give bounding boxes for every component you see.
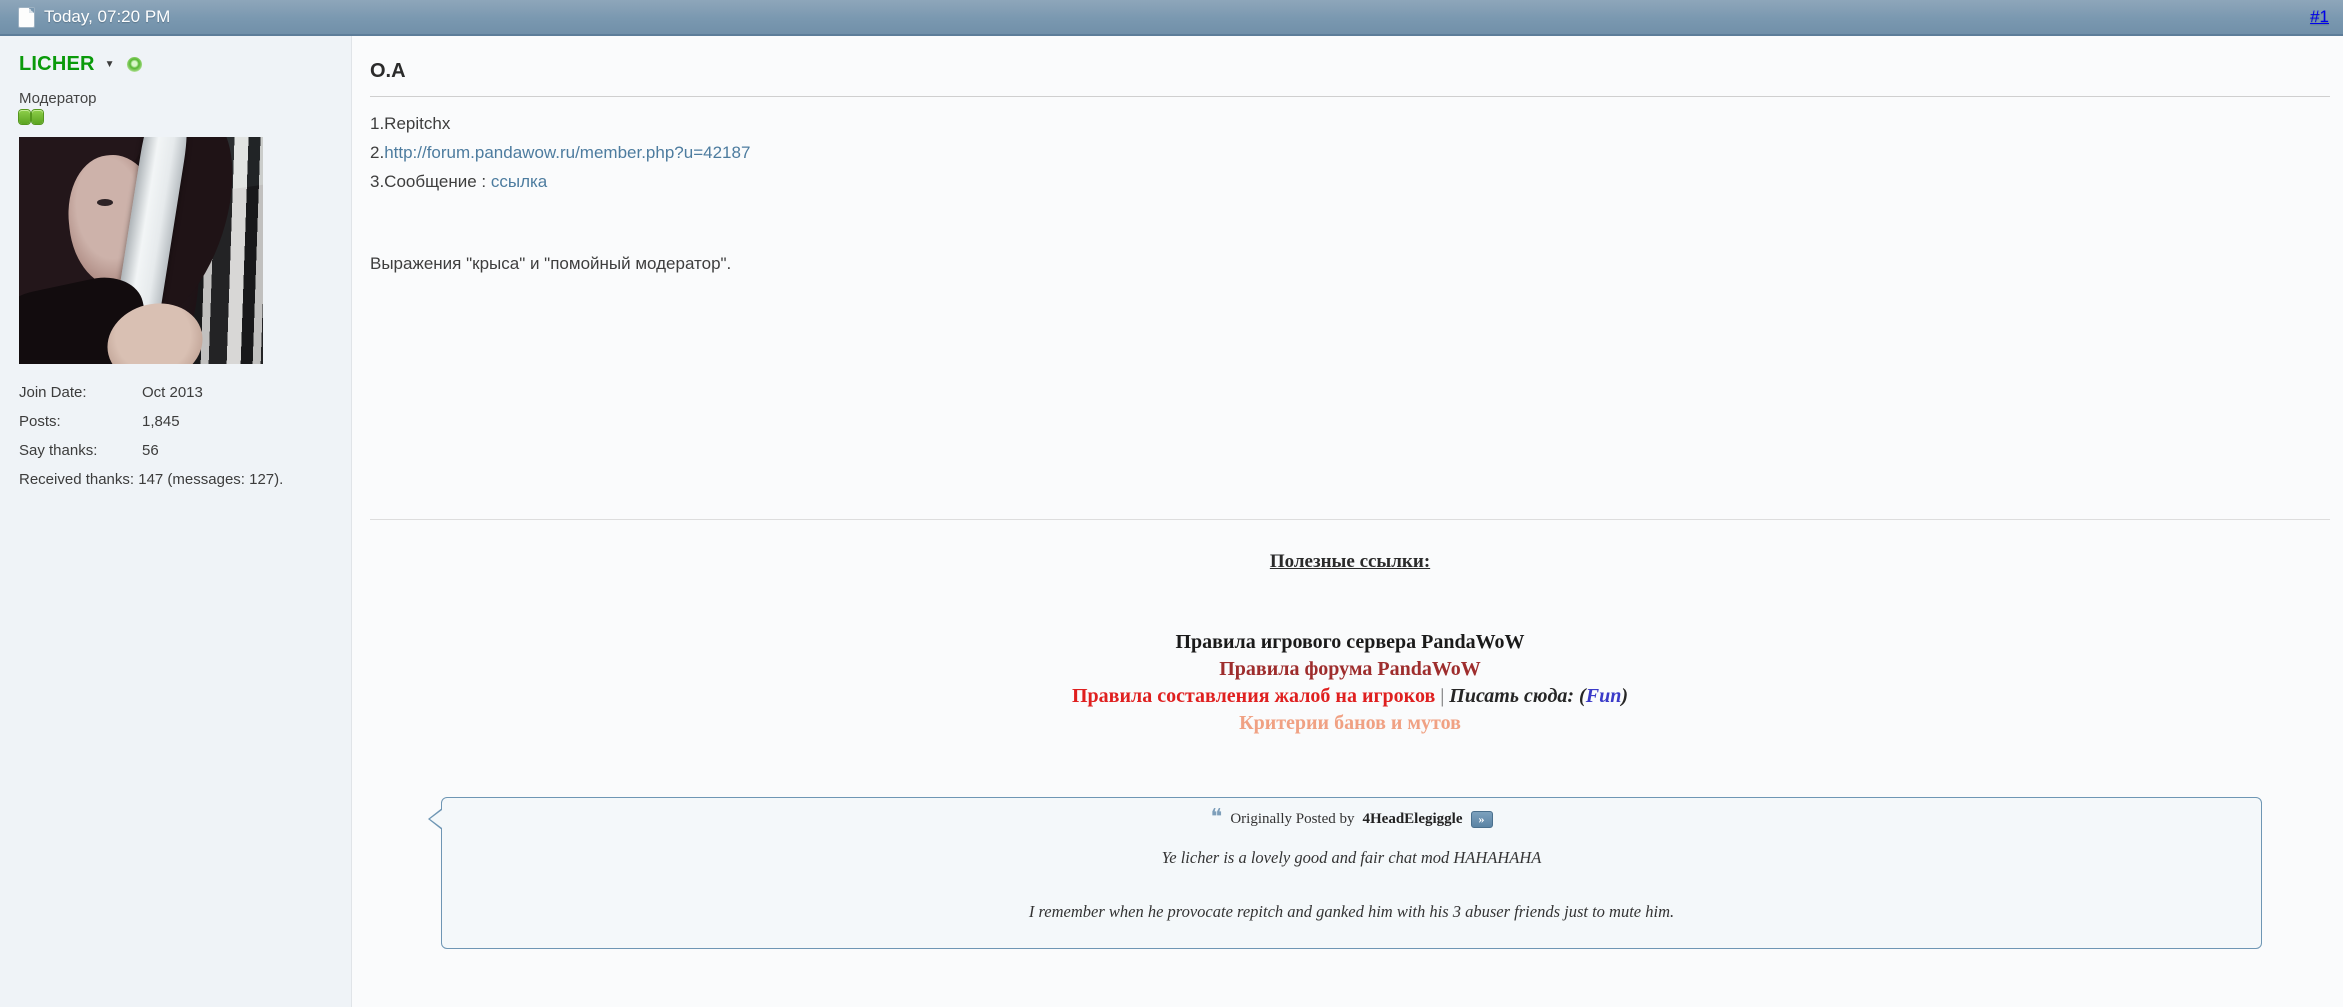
quote-body: [462, 844, 2241, 925]
quote-author: 4HeadElegiggle: [1362, 810, 1463, 827]
signature-links: [370, 629, 2330, 737]
stat-value: 1,845: [142, 413, 180, 430]
post-content: [352, 36, 2343, 1007]
expressions-line: Выражения "крыса" и "помойный модератор".: [370, 254, 732, 273]
complaint-rules-link[interactable]: Правила составления жалоб на игроков: [1071, 685, 1436, 707]
report-line-2: [370, 138, 2330, 167]
member-profile-link[interactable]: http://forum.pandawow.ru/member.php?u=42187: [384, 143, 751, 162]
quote-line-2: I remember when he provocate repitch and ganked him with his 3 abuser friends just to mute him.: [1028, 902, 1675, 921]
quote-box: [441, 797, 2262, 949]
stat-value: 56: [142, 442, 159, 459]
stat-join-date: [19, 378, 333, 407]
user-menu-chevron-down-icon[interactable]: ▼: [104, 58, 115, 70]
user-stats: [19, 378, 333, 491]
write-here-text: Писать сюда: (: [1449, 685, 1586, 707]
stat-label: Join Date:: [19, 384, 87, 401]
reputation-pips: [19, 110, 333, 124]
stat-posts: [19, 407, 333, 436]
sig-forum-rules-line: [370, 656, 2330, 683]
post-number-link[interactable]: #1: [2310, 7, 2329, 26]
report-line-1: 1.Repitchx: [370, 114, 451, 133]
fun-link[interactable]: Fun: [1585, 685, 1622, 707]
user-avatar[interactable]: [19, 137, 263, 364]
stat-value: Oct 2013: [142, 384, 203, 401]
user-info-sidebar: [0, 36, 352, 1007]
close-paren: ): [1621, 685, 1628, 707]
sig-ban-criteria-line: [370, 710, 2330, 737]
post-status-icon: [19, 8, 34, 27]
post-body-row: [0, 36, 2343, 1007]
report-line-3: [370, 167, 2330, 196]
user-title: Модератор: [19, 90, 97, 107]
sig-complaints-line: [370, 683, 2330, 710]
signature-divider: [370, 519, 2330, 520]
username-link[interactable]: LICHER: [19, 53, 95, 75]
quote-wrapper: [441, 797, 2262, 949]
avatar-eye: [97, 199, 113, 206]
line-prefix: 2.: [370, 143, 385, 162]
signature-heading: Полезные ссылки:: [1269, 551, 1431, 572]
quote-line-1: Ye licher is a lovely good and fair chat mod HAHAHAHA: [1161, 848, 1542, 867]
quote-blank-line: [462, 871, 2241, 898]
signature-block: [370, 551, 2330, 949]
line-prefix: 3.Сообщение :: [370, 172, 491, 191]
quote-header: [462, 804, 2241, 830]
separator: |: [1435, 685, 1450, 707]
stat-received-thanks: Received thanks: 147 (messages: 127).: [19, 471, 284, 488]
forum-rules-link[interactable]: Правила форума PandaWoW: [1219, 658, 1481, 680]
post-date: Today, 07:20 PM: [44, 7, 171, 26]
stat-say-thanks: [19, 436, 333, 465]
view-post-button[interactable]: »: [1471, 811, 1493, 828]
quote-marks-icon: ❝: [1210, 804, 1223, 829]
stat-label: Posts:: [19, 413, 61, 430]
title-divider: [370, 96, 2330, 97]
quote-header-text: Originally Posted by: [1230, 810, 1355, 827]
post-message: [370, 109, 2330, 278]
quote-bubble-tail: [428, 808, 442, 830]
ban-criteria-link[interactable]: Критерии банов и мутов: [1239, 712, 1461, 734]
user-online-status-icon: [127, 57, 142, 72]
reputation-pip-icon: [19, 110, 30, 124]
reputation-pip-icon: [32, 110, 43, 124]
post-header-bar: [0, 0, 2343, 36]
stat-label: Say thanks:: [19, 442, 98, 459]
post-title: О.А: [370, 60, 406, 82]
sig-server-rules: Правила игрового сервера PandaWoW: [1175, 631, 1525, 653]
user-name-line: [19, 53, 333, 76]
message-link[interactable]: ссылка: [490, 172, 548, 191]
